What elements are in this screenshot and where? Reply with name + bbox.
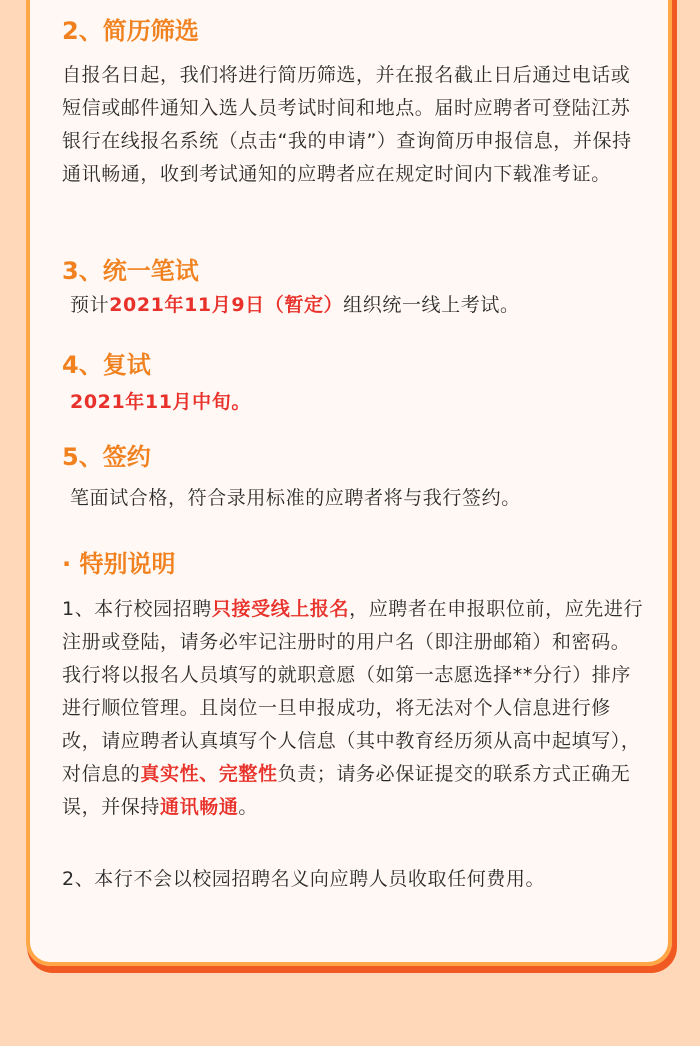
- section-3-prefix: 预计: [70, 294, 110, 316]
- note-1-text-c: 负责；请务必保证提交的联系方式正确无误，并保持: [62, 763, 631, 818]
- special-notes-item-2: 2、本行不会以校园招聘名义向应聘人员收取任何费用。: [62, 868, 546, 890]
- section-3-suffix: 组织统一线上考试。: [343, 294, 520, 316]
- note-1-text-d: 。: [238, 796, 259, 818]
- section-2-body: 自报名日起，我们将进行简历筛选，并在报名截止日后通过电话或短信或邮件通知入选人员考试时间和地点。届时应聘者可登陆江苏银行在线报名系统（点击“我的申请”）查询简历申报信息，并保持通讯畅通，收到考试通知的应聘者应在规定时间内下载准考证。: [62, 64, 632, 185]
- bullet-dot-icon: ·: [62, 550, 72, 578]
- note-1-highlight-contact: 通讯畅通: [160, 796, 239, 818]
- note-1-highlight-truth: 真实性、完整性: [140, 763, 278, 785]
- section-4-body: [70, 386, 654, 419]
- section-5-heading: 5、签约: [62, 443, 151, 471]
- section-3-heading: 3、统一笔试: [62, 257, 199, 285]
- section-3-body: [70, 289, 654, 322]
- note-1-text-a: 1、本行校园招聘: [62, 598, 212, 620]
- special-notes-item-1: [62, 593, 646, 824]
- special-notes-title: 特别说明: [79, 550, 176, 578]
- section-5-body: 笔面试合格，符合录用标准的应聘者将与我行签约。: [70, 487, 521, 509]
- section-4-date: 2021年11月中旬。: [70, 391, 251, 413]
- note-1-highlight-online: 只接受线上报名: [211, 598, 350, 620]
- section-4-heading: 4、复试: [62, 351, 151, 379]
- note-1-text-b: ，应聘者在申报职位前，应先进行注册或登陆，请务必牢记注册时的用户名（即注册邮箱）和密码。我行将以报名人员填写的就职意愿（如第一志愿选择**分行）排序进行顺位管理。且岗位一旦申报成功，将无法对个人信息进行修改，请应聘者认真填写个人信息（其中教育经历须从高中起填写），对信息的: [62, 598, 644, 785]
- section-2-heading: 2、简历筛选: [62, 17, 199, 45]
- special-notes-heading: [62, 549, 175, 579]
- section-3-date: 2021年11月9日（暂定）: [109, 294, 344, 316]
